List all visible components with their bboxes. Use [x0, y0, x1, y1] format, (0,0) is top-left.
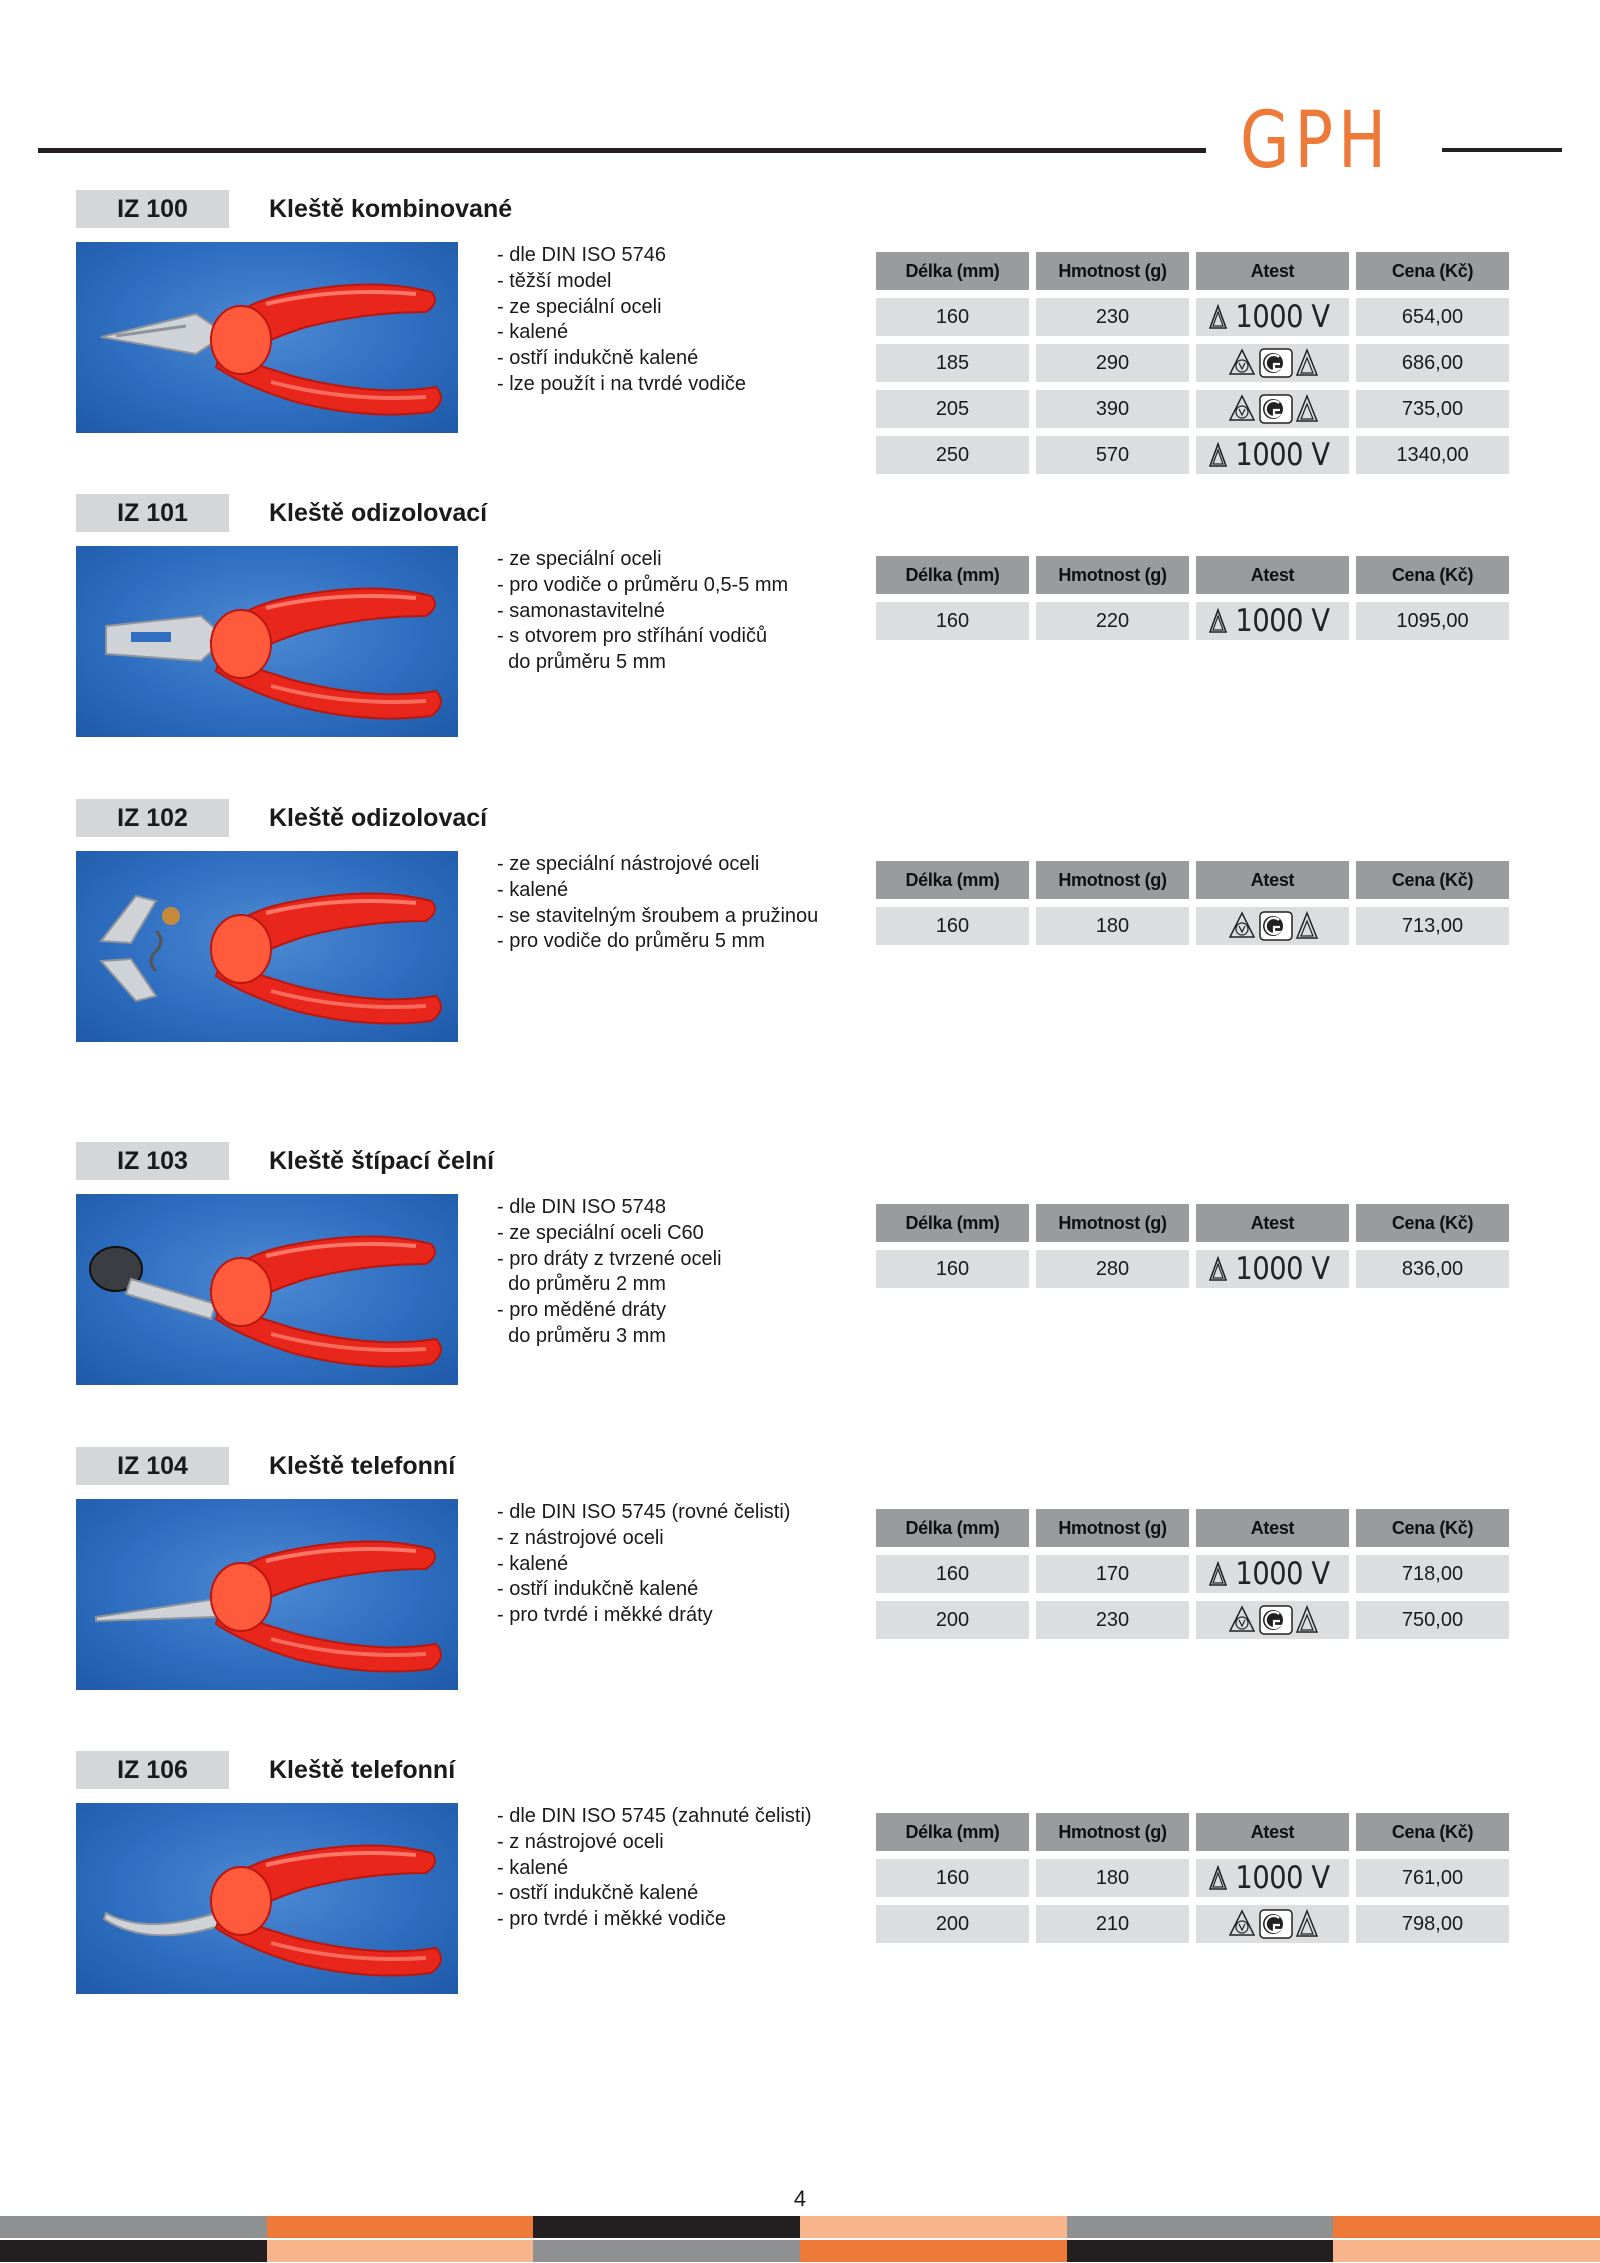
atest-cell	[1196, 1555, 1349, 1593]
feature-item: - pro tvrdé i měkké vodiče	[497, 1908, 726, 1931]
price-cell: 798,00	[1356, 1905, 1509, 1943]
weight-cell: 570	[1036, 436, 1189, 474]
double-triangle-icon	[1296, 911, 1318, 941]
header-length: Délka (mm)	[876, 861, 1029, 899]
spec-row	[876, 1859, 1509, 1897]
atest-1000v-mark	[1209, 1859, 1336, 1897]
feature-item: - ze speciální nástrojové oceli	[497, 853, 760, 875]
feature-item: - dle DIN ISO 5745 (rovné čelisti)	[497, 1501, 791, 1523]
atest-1000v-mark	[1209, 1250, 1336, 1288]
footer-color-segment	[800, 2240, 1067, 2262]
spec-header-row	[876, 1813, 1509, 1851]
spec-row	[876, 907, 1509, 945]
header-weight: Hmotnost (g)	[1036, 1813, 1189, 1851]
atest-voltage-text: 1000 V	[1235, 437, 1330, 473]
spec-row	[876, 1250, 1509, 1288]
atest-1000v-mark	[1209, 436, 1336, 474]
vde-mark-icon	[1228, 911, 1256, 941]
footer-color-segment	[1333, 2216, 1600, 2238]
atest-voltage-text: 1000 V	[1235, 603, 1330, 639]
weight-cell: 290	[1036, 344, 1189, 382]
footer-color-segment	[1333, 2240, 1600, 2262]
length-cell: 160	[876, 602, 1029, 640]
double-triangle-icon	[1296, 1605, 1318, 1635]
length-cell: 200	[876, 1601, 1029, 1639]
double-triangle-icon	[1209, 1865, 1227, 1891]
feature-item: - dle DIN ISO 5746	[497, 244, 666, 266]
vde-mark-icon	[1228, 394, 1256, 424]
header-weight: Hmotnost (g)	[1036, 1204, 1189, 1242]
footer-color-segment	[0, 2216, 267, 2238]
feature-item: do průměru 5 mm	[497, 651, 666, 674]
length-cell: 160	[876, 1859, 1029, 1897]
header-weight: Hmotnost (g)	[1036, 1509, 1189, 1547]
weight-cell: 180	[1036, 1859, 1189, 1897]
spec-row	[876, 1555, 1509, 1593]
length-cell: 160	[876, 1555, 1029, 1593]
atest-cell	[1196, 602, 1349, 640]
weight-cell: 390	[1036, 390, 1189, 428]
feature-item: - ze speciální oceli	[497, 548, 662, 570]
footer-color-segment	[0, 2240, 267, 2262]
length-cell: 200	[876, 1905, 1029, 1943]
length-cell: 185	[876, 344, 1029, 382]
feature-item: - dle DIN ISO 5745 (zahnuté čelisti)	[497, 1805, 812, 1827]
feature-item: - ostří indukčně kalené	[497, 1882, 699, 1905]
atest-cert-marks	[1228, 390, 1318, 428]
page-number: 4	[793, 2186, 807, 2211]
header-price: Cena (Kč)	[1356, 252, 1509, 290]
header-length: Délka (mm)	[876, 1813, 1029, 1851]
feature-item: do průměru 2 mm	[497, 1273, 666, 1296]
pliers-illustration	[76, 1803, 458, 1994]
gs-mark-icon	[1259, 394, 1293, 424]
atest-voltage-text: 1000 V	[1235, 299, 1330, 335]
atest-cell	[1196, 1601, 1349, 1639]
header-rule-left	[38, 148, 1206, 153]
header-atest: Atest	[1196, 1509, 1349, 1547]
pliers-illustration	[76, 546, 458, 737]
feature-item: - pro měděné dráty	[497, 1299, 666, 1322]
weight-cell: 230	[1036, 1601, 1189, 1639]
atest-cell	[1196, 1859, 1349, 1897]
feature-item: - pro vodiče o průměru 0,5-5 mm	[497, 573, 789, 596]
feature-item: - ze speciální oceli C60	[497, 1221, 704, 1244]
pliers-illustration	[76, 1194, 458, 1385]
header-length: Délka (mm)	[876, 252, 1029, 290]
spec-row	[876, 298, 1509, 336]
double-triangle-icon	[1296, 394, 1318, 424]
feature-item: - těžší model	[497, 269, 612, 292]
gs-mark-icon	[1259, 1909, 1293, 1939]
length-cell: 160	[876, 907, 1029, 945]
feature-item: - dle DIN ISO 5748	[497, 1196, 666, 1218]
feature-item: - kalené	[497, 1552, 569, 1575]
feature-list	[497, 1804, 857, 1933]
feature-item: do průměru 3 mm	[497, 1324, 666, 1347]
atest-voltage-text: 1000 V	[1235, 1860, 1330, 1896]
price-cell: 735,00	[1356, 390, 1509, 428]
header-price: Cena (Kč)	[1356, 556, 1509, 594]
atest-cert-marks	[1228, 1905, 1318, 1943]
weight-cell: 170	[1036, 1555, 1189, 1593]
atest-1000v-mark	[1209, 602, 1336, 640]
product-code: IZ 102	[76, 799, 229, 837]
header-weight: Hmotnost (g)	[1036, 861, 1189, 899]
product-code: IZ 106	[76, 1751, 229, 1789]
spec-row	[876, 344, 1509, 382]
product-title: Kleště kombinované	[269, 195, 513, 223]
header-length: Délka (mm)	[876, 1204, 1029, 1242]
price-cell: 686,00	[1356, 344, 1509, 382]
length-cell: 160	[876, 298, 1029, 336]
footer-color-segment	[1067, 2216, 1334, 2238]
brand-logo: GPH	[1240, 96, 1391, 186]
feature-list	[497, 1195, 857, 1350]
header-price: Cena (Kč)	[1356, 861, 1509, 899]
atest-cert-marks	[1228, 1601, 1318, 1639]
price-cell: 654,00	[1356, 298, 1509, 336]
double-triangle-icon	[1209, 442, 1227, 468]
product-title: Kleště štípací čelní	[269, 1147, 495, 1175]
footer-strip-top	[0, 2216, 1600, 2238]
spec-header-row	[876, 556, 1509, 594]
product-title: Kleště odizolovací	[269, 499, 488, 527]
product-code: IZ 100	[76, 190, 229, 228]
header-weight: Hmotnost (g)	[1036, 252, 1189, 290]
feature-list	[497, 1500, 857, 1629]
atest-cell	[1196, 298, 1349, 336]
feature-item: - z nástrojové oceli	[497, 1830, 664, 1853]
feature-item: - ostří indukčně kalené	[497, 347, 699, 370]
header-atest: Atest	[1196, 556, 1349, 594]
atest-cert-marks	[1228, 344, 1318, 382]
pliers-illustration	[76, 242, 458, 433]
double-triangle-icon	[1209, 608, 1227, 634]
feature-item: - kalené	[497, 878, 569, 901]
atest-cell	[1196, 436, 1349, 474]
feature-item: - s otvorem pro stříhání vodičů	[497, 625, 768, 648]
product-photo	[76, 1194, 458, 1385]
atest-cert-marks	[1228, 907, 1318, 945]
price-cell: 836,00	[1356, 1250, 1509, 1288]
weight-cell: 280	[1036, 1250, 1189, 1288]
gs-mark-icon	[1259, 1605, 1293, 1635]
length-cell: 160	[876, 1250, 1029, 1288]
gs-mark-icon	[1259, 911, 1293, 941]
feature-item: - z nástrojové oceli	[497, 1526, 664, 1549]
feature-list	[497, 852, 857, 955]
atest-1000v-mark	[1209, 298, 1336, 336]
footer-color-segment	[267, 2240, 534, 2262]
header-length: Délka (mm)	[876, 1509, 1029, 1547]
feature-item: - kalené	[497, 321, 569, 344]
spec-header-row	[876, 1204, 1509, 1242]
footer-color-segment	[267, 2216, 534, 2238]
product-photo	[76, 242, 458, 433]
feature-item: - pro dráty z tvrzené oceli	[497, 1247, 722, 1270]
feature-item: - pro tvrdé i měkké dráty	[497, 1604, 713, 1627]
header-price: Cena (Kč)	[1356, 1204, 1509, 1242]
vde-mark-icon	[1228, 1605, 1256, 1635]
feature-item: - samonastavitelné	[497, 599, 665, 622]
price-cell: 713,00	[1356, 907, 1509, 945]
header-length: Délka (mm)	[876, 556, 1029, 594]
double-triangle-icon	[1296, 348, 1318, 378]
atest-voltage-text: 1000 V	[1235, 1556, 1330, 1592]
product-code: IZ 104	[76, 1447, 229, 1485]
footer-strip-bottom	[0, 2240, 1600, 2262]
vde-mark-icon	[1228, 1909, 1256, 1939]
product-photo	[76, 546, 458, 737]
feature-list	[497, 243, 857, 398]
header-weight: Hmotnost (g)	[1036, 556, 1189, 594]
price-cell: 761,00	[1356, 1859, 1509, 1897]
double-triangle-icon	[1209, 1561, 1227, 1587]
header-atest: Atest	[1196, 1813, 1349, 1851]
spec-row	[876, 390, 1509, 428]
price-cell: 718,00	[1356, 1555, 1509, 1593]
feature-item: - lze použít i na tvrdé vodiče	[497, 372, 747, 395]
gs-mark-icon	[1259, 348, 1293, 378]
pliers-illustration	[76, 851, 458, 1042]
feature-item: - ostří indukčně kalené	[497, 1578, 699, 1601]
length-cell: 250	[876, 436, 1029, 474]
price-cell: 1095,00	[1356, 602, 1509, 640]
atest-cell	[1196, 1905, 1349, 1943]
feature-item: - ze speciální oceli	[497, 295, 662, 318]
product-code: IZ 103	[76, 1142, 229, 1180]
spec-row	[876, 1905, 1509, 1943]
product-code: IZ 101	[76, 494, 229, 532]
footer-color-segment	[800, 2216, 1067, 2238]
weight-cell: 210	[1036, 1905, 1189, 1943]
spec-header-row	[876, 252, 1509, 290]
feature-item: - se stavitelným šroubem a pružinou	[497, 904, 819, 927]
product-photo	[76, 851, 458, 1042]
product-title: Kleště odizolovací	[269, 804, 488, 832]
spec-header-row	[876, 861, 1509, 899]
product-photo	[76, 1803, 458, 1994]
footer-color-segment	[533, 2216, 800, 2238]
pliers-illustration	[76, 1499, 458, 1690]
footer-color-segment	[533, 2240, 800, 2262]
header-price: Cena (Kč)	[1356, 1813, 1509, 1851]
weight-cell: 180	[1036, 907, 1189, 945]
atest-cell	[1196, 390, 1349, 428]
double-triangle-icon	[1209, 304, 1227, 330]
spec-row	[876, 1601, 1509, 1639]
header-atest: Atest	[1196, 1204, 1349, 1242]
product-title: Kleště telefonní	[269, 1756, 456, 1784]
feature-item: - pro vodiče do průměru 5 mm	[497, 930, 765, 953]
vde-mark-icon	[1228, 348, 1256, 378]
double-triangle-icon	[1296, 1909, 1318, 1939]
header-rule-right	[1442, 148, 1562, 152]
length-cell: 205	[876, 390, 1029, 428]
header-atest: Atest	[1196, 861, 1349, 899]
spec-row	[876, 602, 1509, 640]
footer-color-segment	[1067, 2240, 1334, 2262]
price-cell: 1340,00	[1356, 436, 1509, 474]
atest-voltage-text: 1000 V	[1235, 1251, 1330, 1287]
header-atest: Atest	[1196, 252, 1349, 290]
double-triangle-icon	[1209, 1256, 1227, 1282]
weight-cell: 230	[1036, 298, 1189, 336]
atest-cell	[1196, 344, 1349, 382]
product-photo	[76, 1499, 458, 1690]
price-cell: 750,00	[1356, 1601, 1509, 1639]
spec-row	[876, 436, 1509, 474]
atest-cell	[1196, 907, 1349, 945]
feature-item: - kalené	[497, 1856, 569, 1879]
atest-cell	[1196, 1250, 1349, 1288]
feature-list	[497, 547, 857, 676]
product-title: Kleště telefonní	[269, 1452, 456, 1480]
atest-1000v-mark	[1209, 1555, 1336, 1593]
header-price: Cena (Kč)	[1356, 1509, 1509, 1547]
weight-cell: 220	[1036, 602, 1189, 640]
spec-header-row	[876, 1509, 1509, 1547]
